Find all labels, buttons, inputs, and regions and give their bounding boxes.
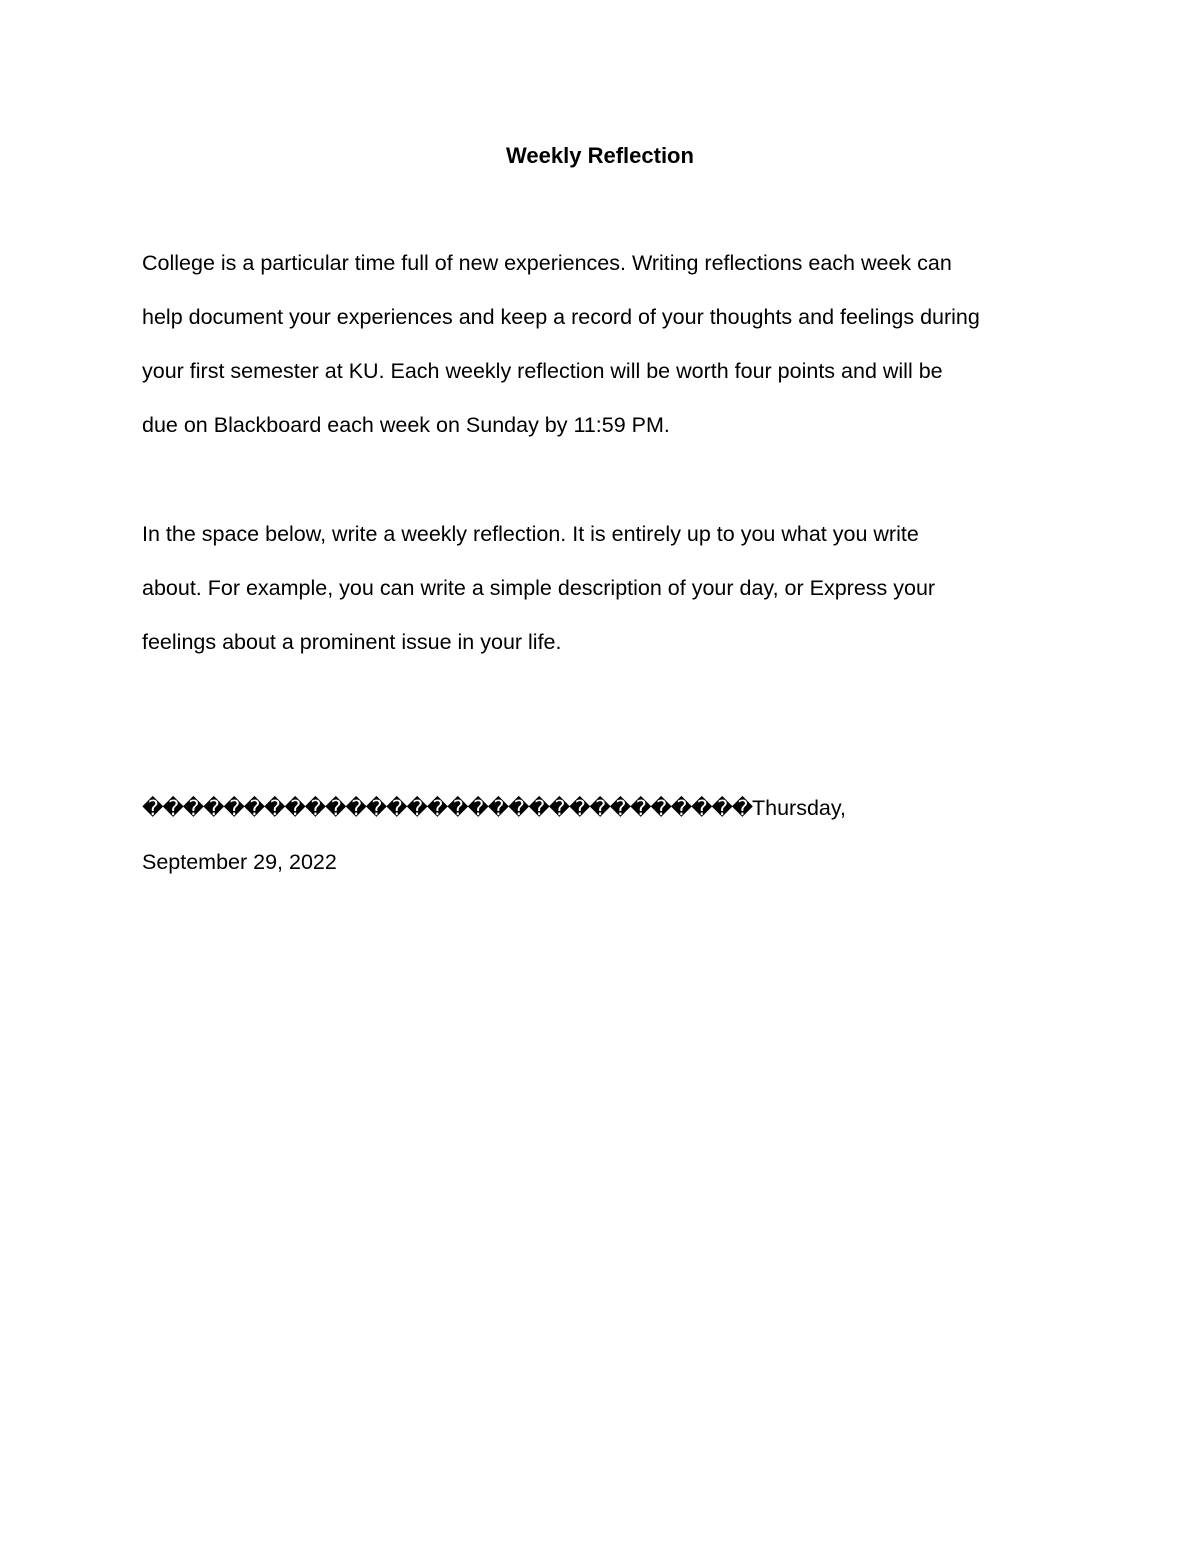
intro-line-4: due on Blackboard each week on Sunday by 11:59 PM. xyxy=(142,413,670,437)
signature-line xyxy=(142,781,1072,835)
instructions-line-2: about. For example, you can write a simple description of your day, or Express your xyxy=(142,576,936,600)
intro-paragraph xyxy=(142,236,1072,452)
instructions-line-3: feelings about a prominent issue in your life. xyxy=(142,630,562,654)
intro-line-2: help document your experiences and keep a record of your thoughts and feelings during xyxy=(142,305,980,329)
signature-block xyxy=(142,781,1072,889)
instructions-paragraph xyxy=(142,507,1072,669)
placeholder-glyphs: ������������������������������ xyxy=(142,796,752,820)
intro-line-3: your first semester at KU. Each weekly reflection will be worth four points and will be xyxy=(142,359,943,383)
date-line: September 29, 2022 xyxy=(142,850,337,874)
document-title: Weekly Reflection xyxy=(506,143,694,168)
intro-line-1: College is a particular time full of new experiences. Writing reflections each week can xyxy=(142,251,952,275)
date-weekday: Thursday, xyxy=(752,796,846,820)
instructions-line-1: In the space below, write a weekly reflection. It is entirely up to you what you write xyxy=(142,522,919,546)
